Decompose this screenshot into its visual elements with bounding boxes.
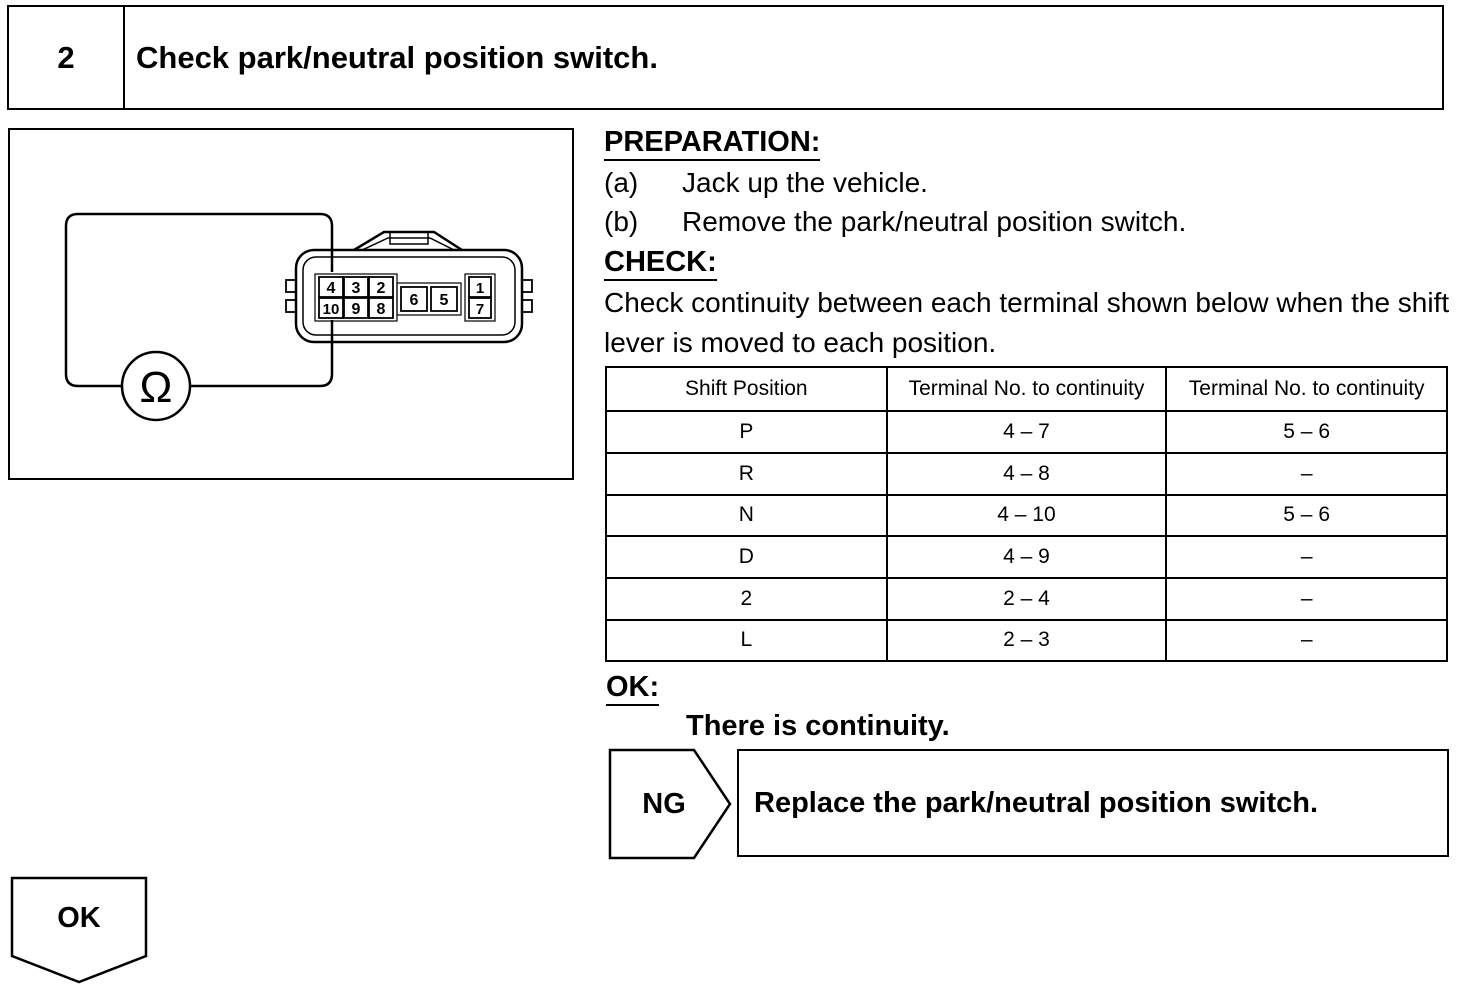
ohm-icon: Ω	[139, 363, 173, 412]
table-row	[607, 411, 1446, 453]
preparation-item-text: Remove the park/neutral position switch.	[682, 206, 1187, 237]
table-row	[607, 536, 1446, 578]
ok-result-text: There is continuity.	[686, 710, 950, 742]
terminal-10-label: 10	[322, 301, 340, 318]
terminal-2-label: 2	[376, 280, 386, 297]
connector-illustration	[10, 130, 576, 482]
ng-action-text: Replace the park/neutral position switch.	[754, 786, 1319, 819]
terminal-3-label: 3	[351, 280, 361, 297]
table-row	[607, 453, 1446, 495]
preparation-item	[604, 166, 928, 200]
terminal-1-label: 1	[475, 280, 485, 297]
terminal-4-label: 4	[326, 280, 336, 297]
table-cell: P	[607, 411, 887, 453]
table-cell: 2	[607, 578, 887, 620]
table-cell: 4 – 7	[887, 411, 1167, 453]
ng-label: NG	[642, 787, 686, 820]
table-cell: 2 – 4	[887, 578, 1167, 620]
step-number: 2	[9, 7, 125, 108]
table-row	[607, 620, 1446, 660]
table-header-row	[607, 368, 1446, 411]
preparation-heading: PREPARATION:	[604, 125, 820, 161]
table-cell: –	[1166, 536, 1446, 578]
table-cell: –	[1166, 620, 1446, 660]
table-row	[607, 578, 1446, 620]
table-cell: 5 – 6	[1166, 411, 1446, 453]
ok-heading: OK:	[606, 670, 659, 706]
terminal-8-label: 8	[376, 301, 386, 318]
step-header	[7, 5, 1444, 110]
preparation-item-label: (a)	[604, 167, 639, 198]
terminal-9-label: 9	[351, 301, 361, 318]
table-cell: 5 – 6	[1166, 495, 1446, 537]
ng-action-box	[737, 749, 1449, 857]
check-instructions: Check continuity between each terminal shown below when the shift lever is moved to each position.	[604, 287, 1450, 358]
continuity-table	[605, 366, 1448, 662]
table-row	[607, 495, 1446, 537]
table-cell: 2 – 3	[887, 620, 1167, 660]
connector-diagram	[8, 128, 574, 480]
table-cell: L	[607, 620, 887, 660]
ok-next-label: OK	[57, 901, 101, 934]
table-cell: 4 – 10	[887, 495, 1167, 537]
table-header-cell: Terminal No. to continuity	[1166, 368, 1446, 411]
table-header-cell: Terminal No. to continuity	[887, 368, 1167, 411]
table-cell: 4 – 9	[887, 536, 1167, 578]
terminal-6-label: 6	[409, 292, 419, 309]
table-cell: N	[607, 495, 887, 537]
preparation-item	[604, 205, 1186, 239]
table-cell: R	[607, 453, 887, 495]
terminal-7-label: 7	[475, 301, 485, 318]
connector-latch	[354, 232, 462, 250]
table-cell: –	[1166, 578, 1446, 620]
preparation-item-label: (b)	[604, 206, 639, 237]
terminal-5-label: 5	[439, 292, 449, 309]
check-heading: CHECK:	[604, 245, 717, 281]
ohmmeter-lead-b	[190, 320, 332, 386]
step-title: Check park/neutral position switch.	[136, 39, 658, 75]
table-cell: 4 – 8	[887, 453, 1167, 495]
table-cell: –	[1166, 453, 1446, 495]
table-cell: D	[607, 536, 887, 578]
table-header-cell: Shift Position	[607, 368, 887, 411]
preparation-item-text: Jack up the vehicle.	[682, 167, 928, 198]
